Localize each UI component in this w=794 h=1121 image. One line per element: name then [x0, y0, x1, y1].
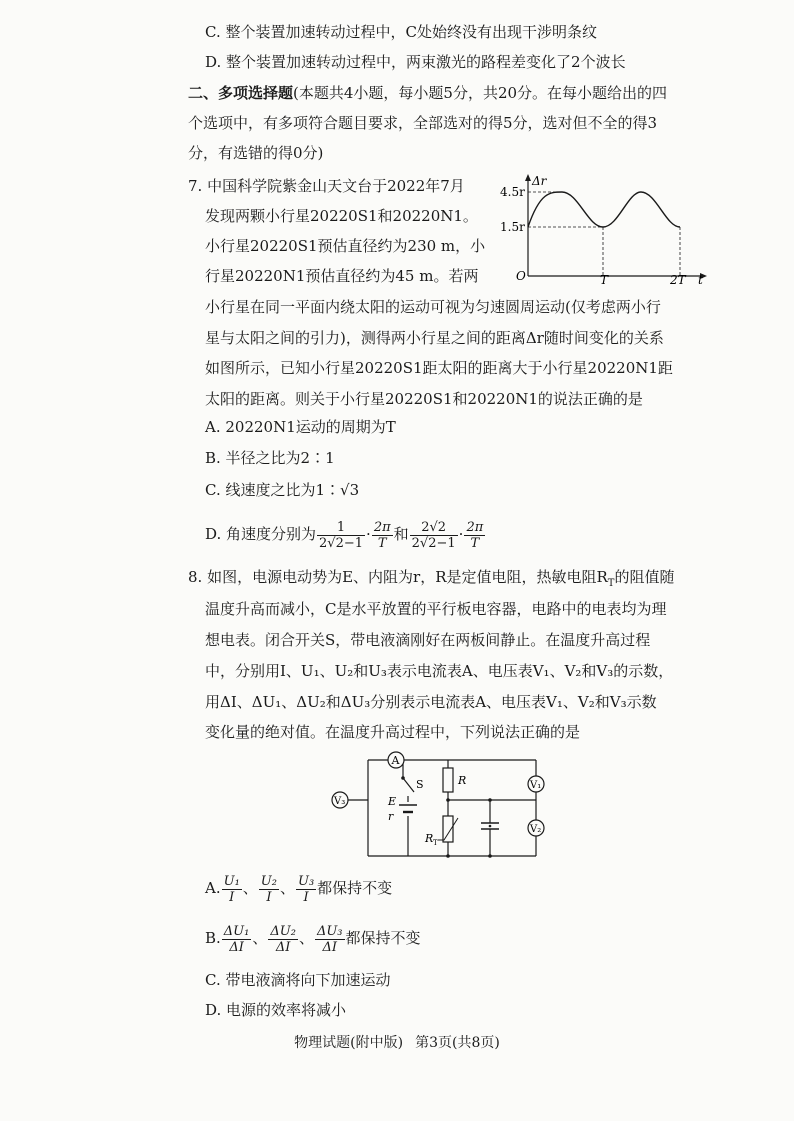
internal-resistance-label: r [388, 810, 394, 823]
junction-dot [488, 854, 492, 858]
q8-b-sep: 、 [298, 929, 314, 947]
q7-distance-graph [498, 172, 708, 284]
q7-line-5: 小行星在同一平面内绕太阳的运动可视为匀速圆周运动(仅考虑两小行 [205, 298, 661, 316]
junction-dot [446, 798, 450, 802]
fraction-numerator: U₃ [297, 873, 315, 889]
fraction-numerator: 2π [373, 519, 391, 535]
fraction-numerator: ΔU₂ [270, 923, 296, 939]
v2-label: V₂ [530, 824, 542, 835]
thermistor-label: R [425, 832, 434, 845]
fraction-denominator: T [377, 535, 387, 551]
section-intro-1: (本题共4小题，每小题5分，共20分。在每小题给出的四 [293, 84, 668, 102]
junction-dot [446, 854, 450, 858]
q7-option-c-text: C. 线速度之比为1∶ [205, 481, 341, 499]
q8-line-6: 变化量的绝对值。在温度升高过程中，下列说法正确的是 [205, 723, 581, 741]
page-footer [0, 1032, 794, 1052]
q7-line-3: 小行星20220S1预估直径约为230 m，小 [205, 237, 486, 255]
q8-option-a[interactable] [205, 870, 392, 906]
graph-xlabel: t [698, 273, 703, 284]
q8-line-1 [188, 567, 674, 594]
q8-circuit-diagram [328, 750, 548, 862]
graph-y-arrow [525, 174, 531, 181]
fraction-denominator: I [229, 889, 235, 905]
junction-dot [488, 798, 492, 802]
droplet-icon [489, 825, 492, 828]
q7-d-fraction-4 [464, 520, 485, 551]
option-c-previous: C. 整个装置加速转动过程中，C处始终没有出现干涉明条纹 [205, 23, 597, 41]
q7-line-6: 星与太阳之间的引力)，测得两小行星之间的距离Δr随时间变化的关系 [205, 329, 664, 347]
q7-option-c[interactable] [205, 480, 359, 500]
switch-pivot-icon [401, 776, 405, 780]
q7-option-a[interactable]: A. 20220N1运动的周期为T [205, 418, 396, 436]
q7-line-2: 发现两颗小行星20220S1和20220N1。 [205, 207, 478, 225]
fraction-numerator: U₂ [260, 873, 277, 889]
q7-d-fraction-1 [317, 520, 365, 551]
ammeter-label: A [391, 754, 400, 767]
q8-b-sep: 、 [252, 929, 268, 947]
q8-b-post: 都保持不变 [345, 929, 421, 947]
fraction-denominator: ΔI [322, 939, 337, 955]
graph-origin: O [516, 269, 526, 283]
q7-d-dot-2: · [458, 525, 464, 543]
fraction-denominator: ΔI [229, 939, 244, 955]
fraction-denominator: I [303, 889, 309, 905]
q8-b-fraction-3 [315, 924, 345, 955]
graph-x-2t: 2T [670, 273, 686, 284]
fraction-denominator: 2√2−1 [411, 535, 456, 551]
q7-d-fraction-2 [372, 520, 393, 551]
q8-a-label: A. [205, 879, 221, 897]
footer-page-number: 第3页(共8页) [415, 1035, 500, 1051]
emf-label: E [388, 795, 397, 808]
q8-a-fraction-2 [259, 874, 279, 905]
fraction-denominator: T [470, 535, 480, 551]
q8-b-fraction-1 [222, 924, 252, 955]
graph-x-t: T [600, 273, 609, 284]
section-intro-3: 分，有选错的得0分) [188, 144, 324, 162]
fraction-denominator: 2√2−1 [319, 535, 364, 551]
fraction-denominator: I [266, 889, 272, 905]
v1-label: V₁ [530, 780, 542, 791]
section-intro-2: 个选项中，有多项符合题目要求，全部选对的得5分，选对但不全的得3 [188, 114, 658, 132]
v3-label: V₃ [334, 796, 346, 807]
q8-b-label: B. [205, 929, 221, 947]
fraction-numerator: 2π [466, 519, 484, 535]
q8-line-4: 中，分别用I、U₁、U₂和U₃表示电流表A、电压表V₁、V₂和V₃的示数， [205, 662, 674, 680]
q8-option-c[interactable]: C. 带电液滴将向下加速运动 [205, 971, 391, 989]
q8-a-fraction-3 [296, 874, 316, 905]
q7-d-fraction-3 [410, 520, 458, 551]
fraction-numerator: ΔU₃ [316, 923, 343, 939]
section-title: 二、多项选择题 [188, 84, 294, 102]
q7-line-4: 行星20220N1预估直径约为45 m。若两 [205, 267, 479, 285]
q8-line-2: 温度升高而减小，C是水平放置的平行板电容器，电路中的电表均为理 [205, 600, 667, 618]
q8-option-b[interactable] [205, 920, 421, 956]
q7-line-7: 如图所示，已知小行星20220S1距太阳的距离大于小行星20220N1距 [205, 359, 673, 377]
resistor-label: R [458, 774, 467, 787]
q8-line-1-post: 的阻值随 [614, 568, 675, 586]
fraction-numerator: 1 [317, 520, 365, 536]
q7-d-and: 和 [393, 525, 409, 543]
q8-a-sep: 、 [279, 879, 295, 897]
q7-line-8: 太阳的距离。则关于小行星20220S1和20220N1的说法正确的是 [205, 390, 643, 408]
section-header [188, 83, 667, 103]
q8-a-sep: 、 [242, 879, 258, 897]
q8-b-fraction-2 [268, 924, 298, 955]
q8-line-1-text: 8. 如图，电源电动势为E、内阻为r，R是定值电阻，热敏电阻R [188, 568, 608, 586]
graph-ylabel: Δr [532, 174, 547, 188]
fraction-numerator: 2√2 [410, 520, 458, 536]
graph-y-high: 4.5r [500, 185, 525, 199]
q8-line-5: 用ΔI、ΔU₁、ΔU₂和ΔU₃分别表示电流表A、电压表V₁、V₂和V₃示数 [205, 693, 657, 711]
resistor-icon [443, 768, 453, 792]
graph-y-low: 1.5r [500, 220, 525, 234]
q8-a-fraction-1 [222, 874, 242, 905]
q7-option-c-root: √3 [340, 481, 360, 499]
q8-line-3: 想电表。闭合开关S，带电液滴刚好在两板间静止。在温度升高过程 [205, 631, 651, 649]
fraction-denominator: ΔI [275, 939, 291, 955]
q7-d-dot-1: · [366, 525, 371, 543]
q7-option-b[interactable]: B. 半径之比为2∶1 [205, 449, 335, 467]
q7-option-d-text: D. 角速度分别为 [205, 525, 317, 543]
footer-subject: 物理试题(附中版) [294, 1035, 404, 1051]
switch-label: S [416, 778, 424, 791]
option-d-previous: D. 整个装置加速转动过程中，两束激光的路程差变化了2个波长 [205, 53, 626, 71]
graph-curve [528, 192, 680, 227]
q7-line-1: 7. 中国科学院紫金山天文台于2022年7月 [188, 177, 465, 195]
q7-option-d[interactable] [205, 516, 486, 552]
fraction-numerator: ΔU₁ [223, 923, 250, 939]
thermistor-subscript: T [433, 839, 438, 847]
q8-a-post: 都保持不变 [317, 879, 393, 897]
q8-line-1-sub: T [607, 578, 615, 589]
fraction-numerator: U₁ [223, 873, 240, 889]
q8-option-d[interactable]: D. 电源的效率将减小 [205, 1001, 347, 1019]
